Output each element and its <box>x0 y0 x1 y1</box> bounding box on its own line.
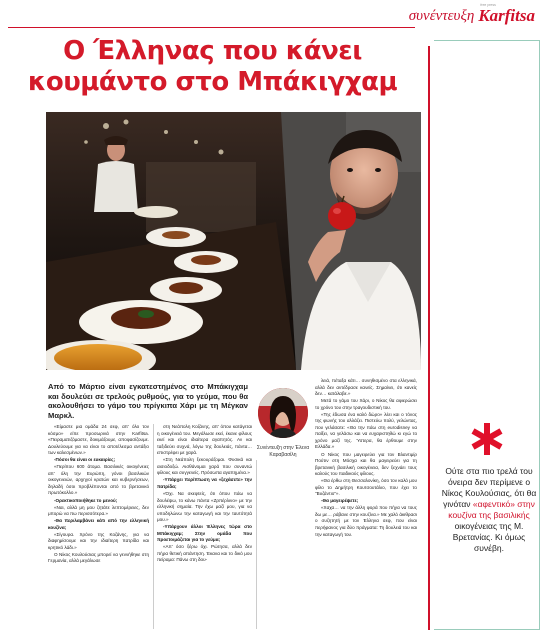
sidebar-accent-bar <box>428 46 430 630</box>
header-rule <box>8 27 415 28</box>
article-column-2 <box>157 424 252 564</box>
paragraph: Ο Νίκος που μαγειρεύει για τον Βλαντιμίρ Πούτιν στη Μόσχα και θα μαγειρεύει για τη βρετανική βασιλική οικογένεια, δεν ξεχνάει τους καλούς του παιδικούς φίλους. <box>315 451 417 477</box>
main-photo <box>46 112 421 370</box>
interview-question: -Θα μαγειρέψετε; <box>321 498 359 504</box>
brand-tag: free press <box>480 3 496 7</box>
pull-quote-part-1: Ούτε στα πιο τρελά του όνειρα δεν περίμενε ο Νίκος Κουλούσιας, ότι θα γινόταν <box>441 466 537 509</box>
asterisk-icon <box>470 422 504 456</box>
title-line-1: Ο Έλληνας που κάνει <box>63 36 362 66</box>
paragraph: «Περίπου 600 άτομα. Βασιλικές οικογένειες απ' όλη την Ευρώπη, γόνοι βασιλικών οικογενειών, αρχηγοί κρατών και κυβερνήσεων, δηλαδή όσοι προβλέπονται από το βρετανικό πρωτόκολλο.» <box>48 464 149 496</box>
photo-illustration <box>46 112 421 370</box>
paragraph: «Της έδωσα ένα καλό δώρο» λέει και ο τόνος της φωνής του αλλάζει. Πιστεύω πολύ, γελώντας, που γελάσατε: «Θα την πάω στη eurodisney να παίξει, να γελάσω και να ευχαριστηθώ κι εγώ το χρόνο μαζί της. Ύστερα, θα έρθουμε στην Ελλάδα.» <box>315 411 417 450</box>
paragraph: «Ναι, αλλά μη μου ζητάτε λεπτομέρειες, δεν μπορώ να πω περισσότερα.» <box>48 504 149 517</box>
paragraph: «Είμαστε μια ομάδα 24 σεφ, απ' όλο τον κόσμο» είπε προσωρινά στην Karfitsa. «Πειραματιζόμαστε, δοκιμάζουμε, αποφασίζουμε. Δουλεύουμε για να είναι το αποτέλεσμα αντάξιο των καλεσμένων.» <box>48 424 149 456</box>
interview-question: -Θα περιλαμβάνει κάτι από την ελληνική κουζίνα; <box>48 518 149 530</box>
paragraph: Μετά το γάμο του Χάρι, ο Νίκος θα αφιερώσει το χρόνο του στην τραγουδιστική του. <box>315 398 417 410</box>
interview-question: -Υπάρχουν άλλοι Έλληνες τώρα στο Μπάκιγχαμ; Στην ομάδα που προετοιμάζεται για το γεύμα; <box>157 524 252 543</box>
paragraph: «Χαχα… να την άλλη φορά που πήγα να τους δω με… ράβανε στην κουζίνα.» Με χαλό άκιθρασι ο συζητητή με τον Έλληνα σεφ, που είναι περήφανος για δύο πράγματα: Τη δουλειά του και την καταγωγή του. <box>315 505 417 537</box>
interview-question: -Ορεκτικοποιήθηκε το μενού; <box>54 497 118 503</box>
article-column-1 <box>48 424 149 565</box>
paragraph: «Θα έρθω στη Θεσσαλονίκη, όσο τον καλό μου φίλο το Δημήτρη Κουτσουτάλιο, που έχει το "Βυζάντιο"». <box>315 478 417 497</box>
section-label: συνέντευξη <box>408 7 475 24</box>
paragraph: «Όχι. Να σκεφτείς, ότι όπου πάω να δουλέψω, το κάνω πάντα «Ζρπέρλινο» με την ελληνική σημαία. Την έχω μαζί μου, για να υποδηλώνω την καταγωγή και την ταυτότητά μου.» <box>157 490 252 523</box>
paragraph: λειά, πέταξα κάτι… συνηθισμένο στα ελληνικά, αλλά δεν αντέδρασε κανείς. Σημαίνει, ότι κανείς δεν… κατάλαβε.» <box>315 378 417 397</box>
paragraph: στη Νεάπολη Κοζάνης, απ' όπου κατάγεται η οικογένειά του. Μεγάλωσε εκεί, έκανε φίλους εκεί και είναι ιδιαίτερα αγαπητός. Αν και ταξιδεύει συχνά, λόγω της δουλειάς, πάντα… επιστρέφει με χαρά. <box>157 424 252 456</box>
pull-quote-highlight: «αφεντικό» στην κουζίνα της βασιλικής <box>448 499 535 520</box>
author-portrait <box>258 388 308 438</box>
title-line-2: κουμάντο στο Μπάκιγχαμ <box>27 67 398 97</box>
paragraph: Ο Νίκος Κουλούσιας μπορεί να γεννήθηκε στη Γερμανία, αλλά μεγάλωσε <box>48 551 149 564</box>
paragraph: «Σίγουρα. Χρόνο της Κοζάνης, για να διαφημίσουμε και την ιδιαίτερη πατρίδα και κρητικό λάδι.» <box>48 531 149 550</box>
article-lead: Από το Μάρτιο είναι εγκατεστημένος στο Μπάκιγχαμ και δουλεύει σε τρελούς ρυθμούς, για το γεύμα, που θα ακολουθήσει το γάμο του πρίγκιπα Χάρι με τη Μέγκαν Μαρκλ. <box>48 382 248 420</box>
interview-question: -Υπάρχει περίπτωση να «ξεχάσετε» την πατρίδα; <box>157 477 252 489</box>
brand-logo <box>478 3 535 26</box>
paragraph: «Στη Νεάπολη ξεκουράζομαι. Φυσικά και αισιοδοξώ. Αισθάνομαι χαρά που συναντώ φίλους και συγγενείς. Πρόσωπα αγαπημένα.» <box>157 457 252 476</box>
interview-question: -Πόσοι θα είναι οι ευκαιρίες; <box>54 457 116 463</box>
author-caption: Συνέντευξη στην Έλενα Καραβασίλη <box>256 445 310 458</box>
article-column-3 <box>315 378 417 539</box>
author-photo <box>258 388 308 438</box>
column-divider <box>153 424 154 629</box>
pull-quote-part-2: οικογένειας της Μ. Βρετανίας. Κι όμως συνέβη. <box>452 521 526 553</box>
article-title <box>10 36 415 98</box>
page-header <box>408 3 535 26</box>
brand-name: Karfitsa <box>478 6 535 25</box>
pull-quote <box>440 466 538 554</box>
column-divider <box>256 460 257 629</box>
paragraph: «Απ' όσο ξέρω όχι. Ρώτησα, αλλά δεν πήρα θετική απάντηση. Έκανα και το δικό μου πείραμα: Πάνω στη δου- <box>157 544 252 563</box>
